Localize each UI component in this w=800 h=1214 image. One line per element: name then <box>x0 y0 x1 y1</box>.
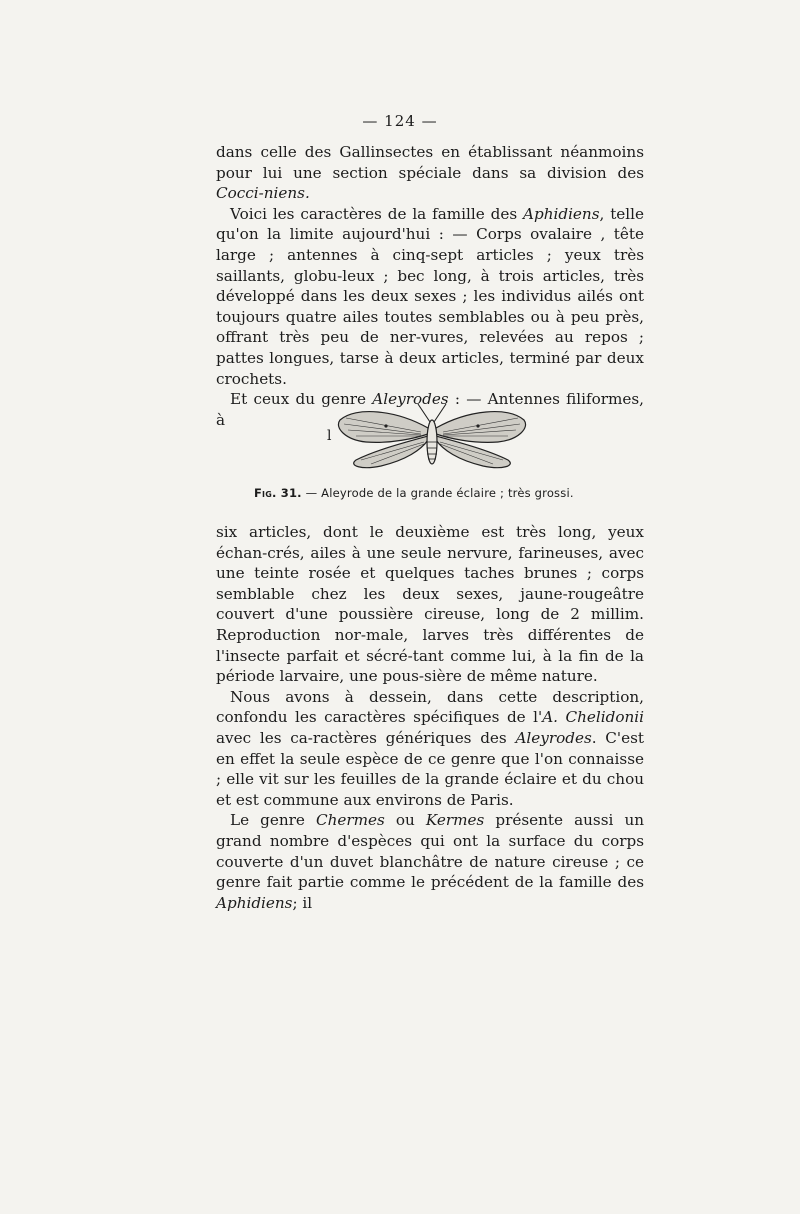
paragraph-3: Et ceux du genre Aleyrodes : — Antennes filiformes, à <box>216 390 644 429</box>
taxon-aphidiens: Aphidiens <box>523 204 600 223</box>
figure-31 <box>216 398 644 474</box>
paragraph-6: Le genre Chermes ou Kermes présente aussi un grand nombre d'espèces qui ont la surface du corps couverte d'un duvet blanchâtre de nature cireuse ; ce genre fait partie comme le précédent de la famille des Aphidiens; il <box>216 811 645 912</box>
taxon-a-chelidonii: A. Chelidonii <box>542 708 644 727</box>
left-forewing <box>338 412 428 443</box>
paragraph-4: six articles, dont le deuxième est très long, yeux échan-crés, ailes à une seule nervure, farineuses, avec une teinte rosée et quelques taches brunes ; corps semblable chez les deux sexes, jaune-rougeâtre couvert d'une poussière cireuse, long de 2 millim. Reproduction nor-male, larves très différentes de l'insecte parfait et sécré-tant comme lui, à la fin de la période larvaire, une pous-sière de même nature. <box>216 523 644 686</box>
antennae <box>418 404 446 422</box>
paragraph-1: dans celle des Gallinsectes en établissant néanmoins pour lui une section spéciale dans sa division des Cocci-niens. <box>216 143 644 203</box>
text-block-bottom <box>216 522 644 913</box>
taxon-chermes: Chermes <box>315 811 385 830</box>
taxon-aphidiens-2: Aphidiens <box>216 893 293 912</box>
taxon-kermes: Kermes <box>425 811 485 830</box>
figure-caption: Fig. 31. — Aleyrode de la grande éclaire ; très grossi. <box>254 486 574 500</box>
aleyrodes-illustration <box>216 398 644 474</box>
paragraph-2: Voici les caractères de la famille des Aphidiens, telle qu'on la limite aujourd'hui : — Corps ovalaire , tête large ; antennes à cinq-sept articles ; yeux très saillants, globu-leux ; bec long, à trois articles, très développé dans les deux sexes ; les individus ailés ont toujours quatre ailes toutes semblables ou à peu près, offrant très peu de ner-vures, relevées au repos ; pattes longues, tarse à deux articles, terminé par deux crochets. <box>216 204 644 388</box>
taxon-aleyrodes: Aleyrodes <box>372 390 449 409</box>
text-block-top <box>216 142 644 430</box>
page-number: — 124 — <box>362 112 438 130</box>
right-forewing <box>436 412 526 443</box>
taxon-aleyrodes-2: Aleyrodes <box>515 728 592 747</box>
taxon-cocciniens: Cocci-niens. <box>216 184 310 203</box>
figure-side-mark: l <box>327 428 332 444</box>
paragraph-5: Nous avons à dessein, dans cette description, confondu les caractères spécifiques de l'A. Chelidonii avec les ca-ractères génériques des Aleyrodes. C'est en effet la seule espèce de ce genre que l'on connaisse ; elle vit sur les feuilles de la grande éclaire et du chou et est commune aux environs de Paris. <box>216 687 644 809</box>
